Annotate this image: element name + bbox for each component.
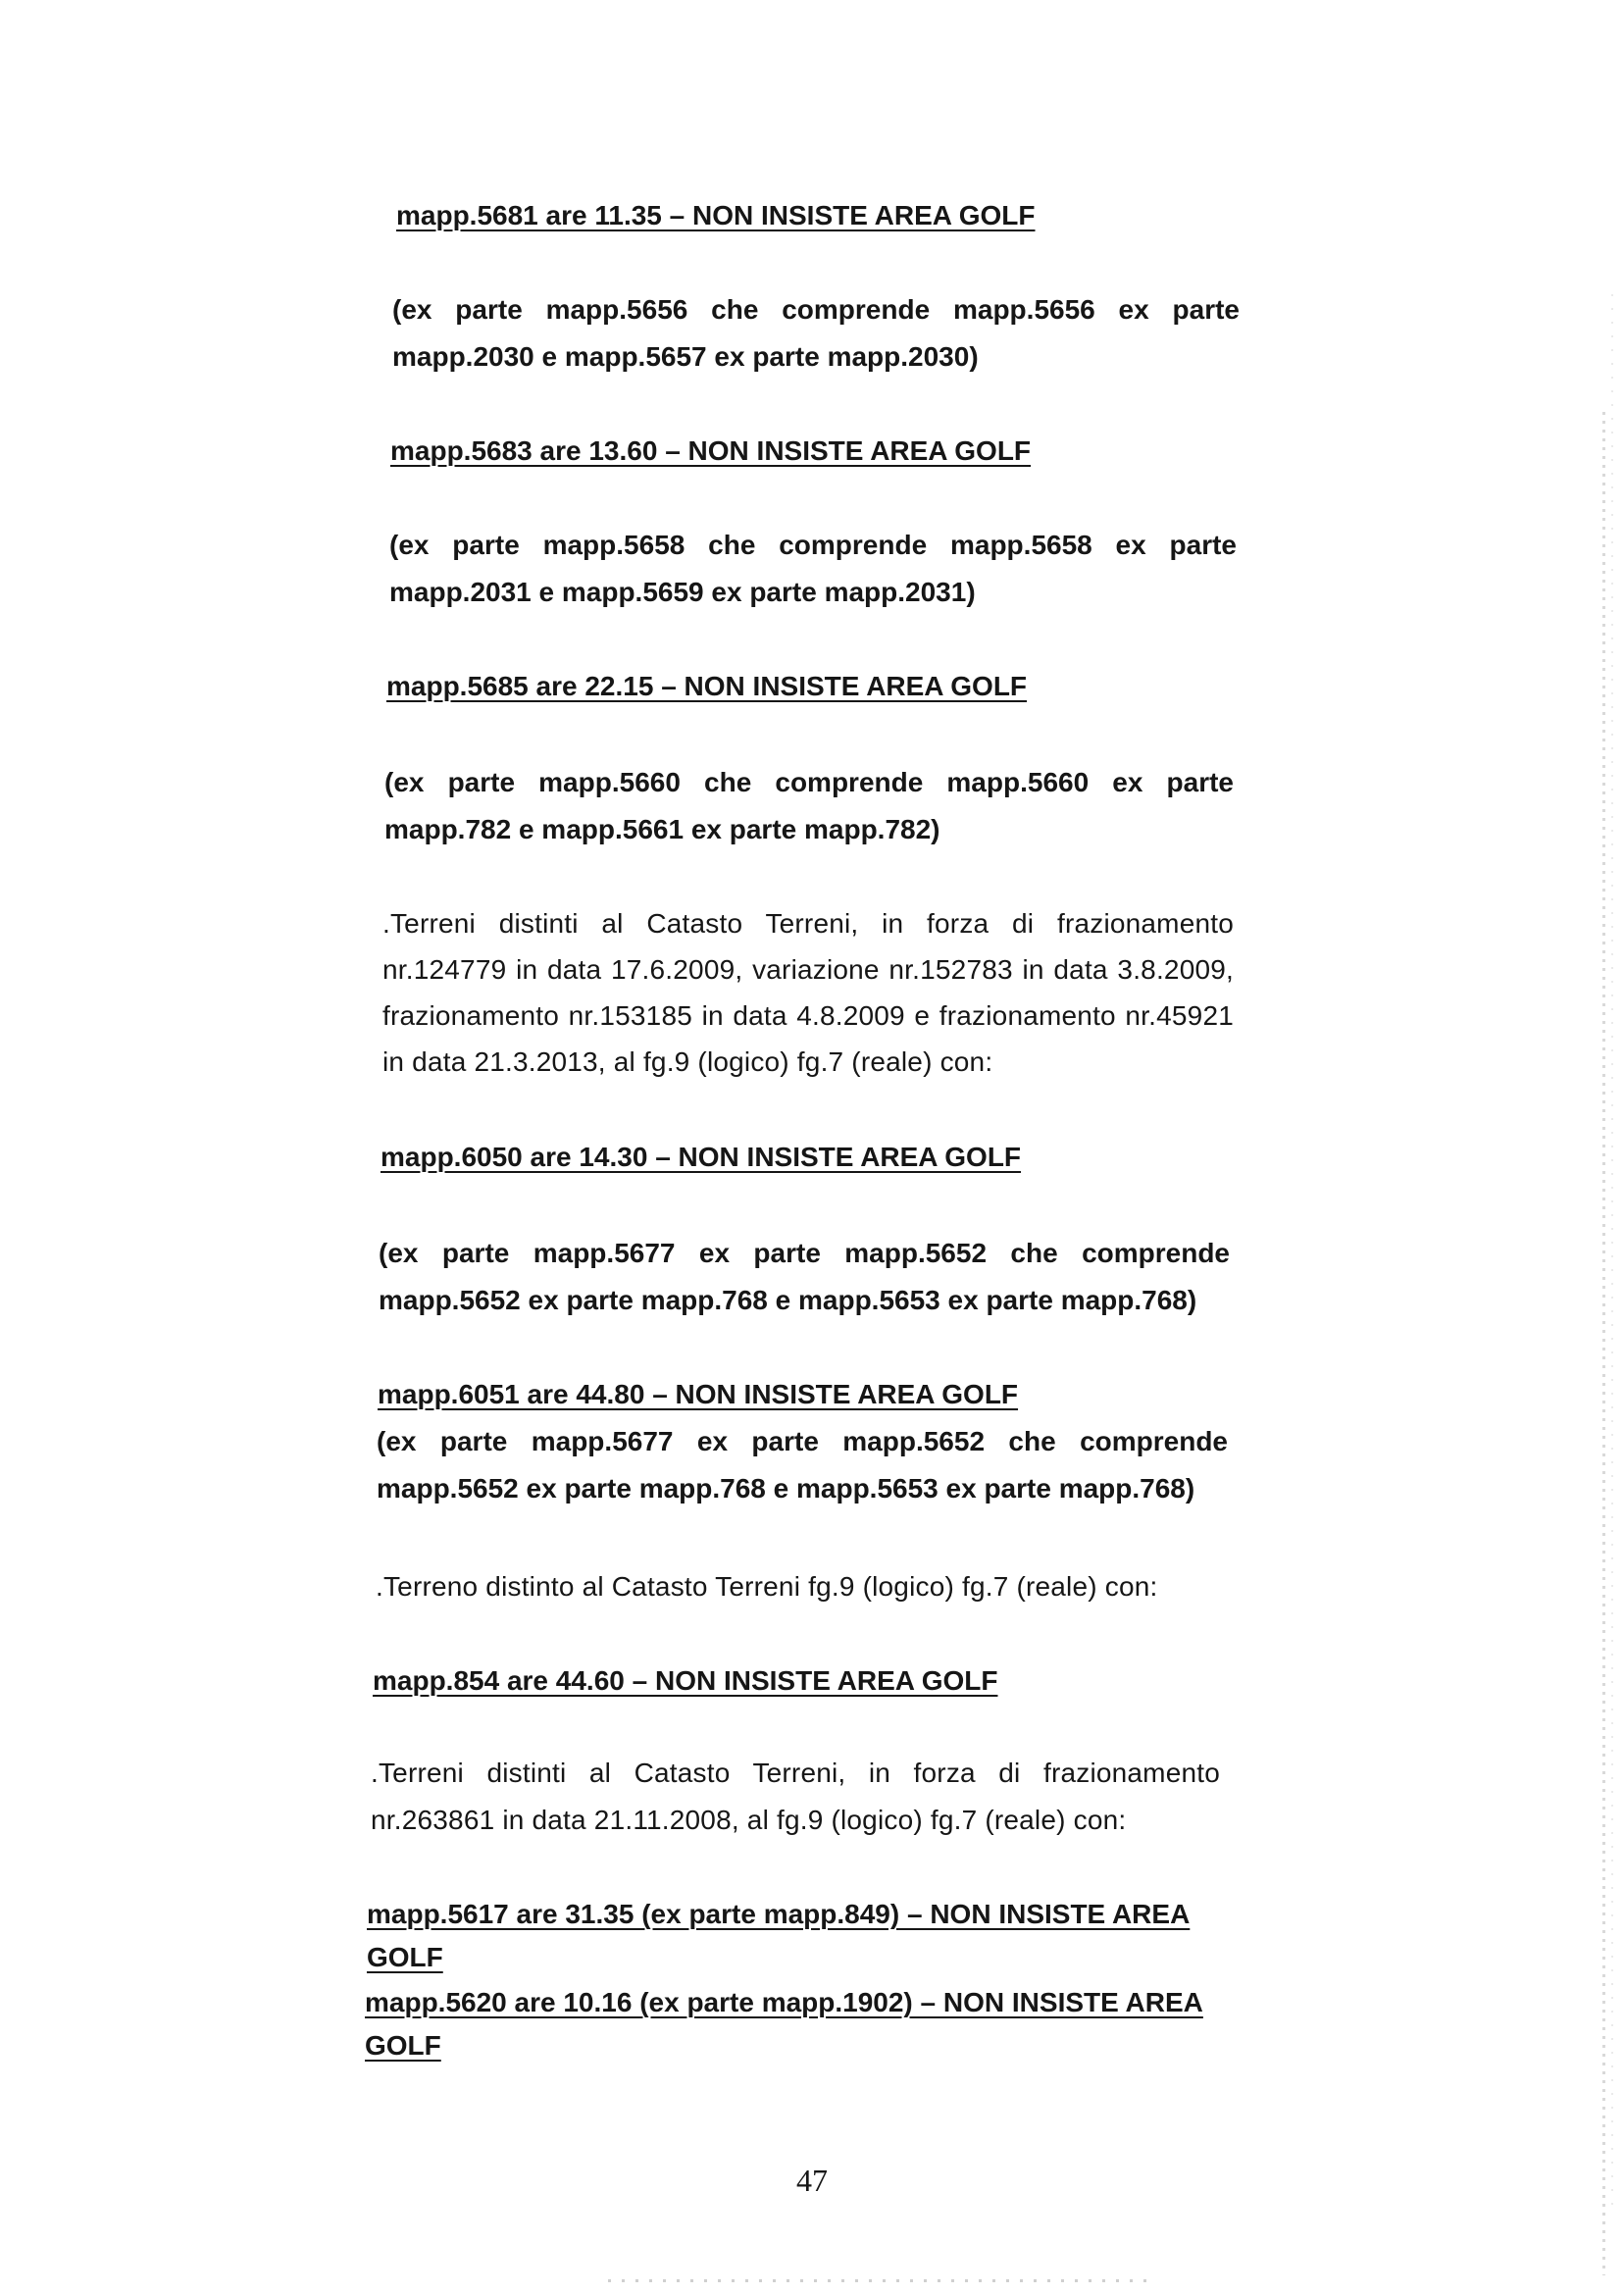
- scan-edge-artifact-2: [1611, 294, 1613, 2207]
- parcel-heading-5683: mapp.5683 are 13.60 – NON INSISTE AREA GOLF: [390, 435, 1032, 466]
- scan-bottom-artifact: [608, 2279, 1157, 2282]
- parcel-detail-5685: (ex parte mapp.5660 che comprende mapp.5660 ex parte mapp.782 e mapp.5661 ex parte mapp.782): [384, 767, 1234, 844]
- cadastre-paragraph-3: .Terreni distinti al Catasto Terreni, in forza di frazionamento nr.263861 in data 21.11.2008, al fg.9 (logico) fg.7 (reale) con:: [371, 1758, 1220, 1835]
- parcel-detail-5683: (ex parte mapp.5658 che comprende mapp.5658 ex parte mapp.2031 e mapp.5659 ex parte mapp.2031): [389, 530, 1237, 607]
- parcel-detail-6050: (ex parte mapp.5677 ex parte mapp.5652 che comprende mapp.5652 ex parte mapp.768 e mapp.5653 ex parte mapp.768): [379, 1238, 1230, 1315]
- parcel-heading-5620: mapp.5620 are 10.16 (ex parte mapp.1902) – NON INSISTE AREA GOLF: [365, 1987, 1203, 2061]
- parcel-heading-5617: mapp.5617 are 31.35 (ex parte mapp.849) – NON INSISTE AREA GOLF: [367, 1899, 1191, 1972]
- cadastre-paragraph-1: .Terreni distinti al Catasto Terreni, in forza di frazionamento nr.124779 in data 17.6.2009, variazione nr.152783 in data 3.8.2009, frazionamento nr.153185 in data 4.8.2009 e frazionamento nr.45921 in data 21.3.2013, al fg.9 (logico) fg.7 (reale) con:: [382, 908, 1234, 1077]
- parcel-heading-6050: mapp.6050 are 14.30 – NON INSISTE AREA GOLF: [381, 1142, 1022, 1172]
- cadastre-paragraph-2: .Terreno distinto al Catasto Terreni fg.9 (logico) fg.7 (reale) con:: [376, 1571, 1158, 1602]
- parcel-heading-5681: mapp.5681 are 11.35 – NON INSISTE AREA GOLF: [396, 200, 1036, 230]
- parcel-heading-854: mapp.854 are 44.60 – NON INSISTE AREA GOLF: [373, 1665, 998, 1696]
- scan-edge-artifact: [1602, 412, 1605, 2275]
- parcel-detail-6051: (ex parte mapp.5677 ex parte mapp.5652 che comprende mapp.5652 ex parte mapp.768 e mapp.5653 ex parte mapp.768): [377, 1426, 1228, 1504]
- parcel-heading-5685: mapp.5685 are 22.15 – NON INSISTE AREA GOLF: [386, 671, 1028, 701]
- parcel-heading-6051: mapp.6051 are 44.80 – NON INSISTE AREA GOLF: [378, 1379, 1019, 1409]
- page-number: 47: [796, 2163, 828, 2198]
- parcel-detail-5681: (ex parte mapp.5656 che comprende mapp.5656 ex parte mapp.2030 e mapp.5657 ex parte mapp.2030): [392, 294, 1240, 372]
